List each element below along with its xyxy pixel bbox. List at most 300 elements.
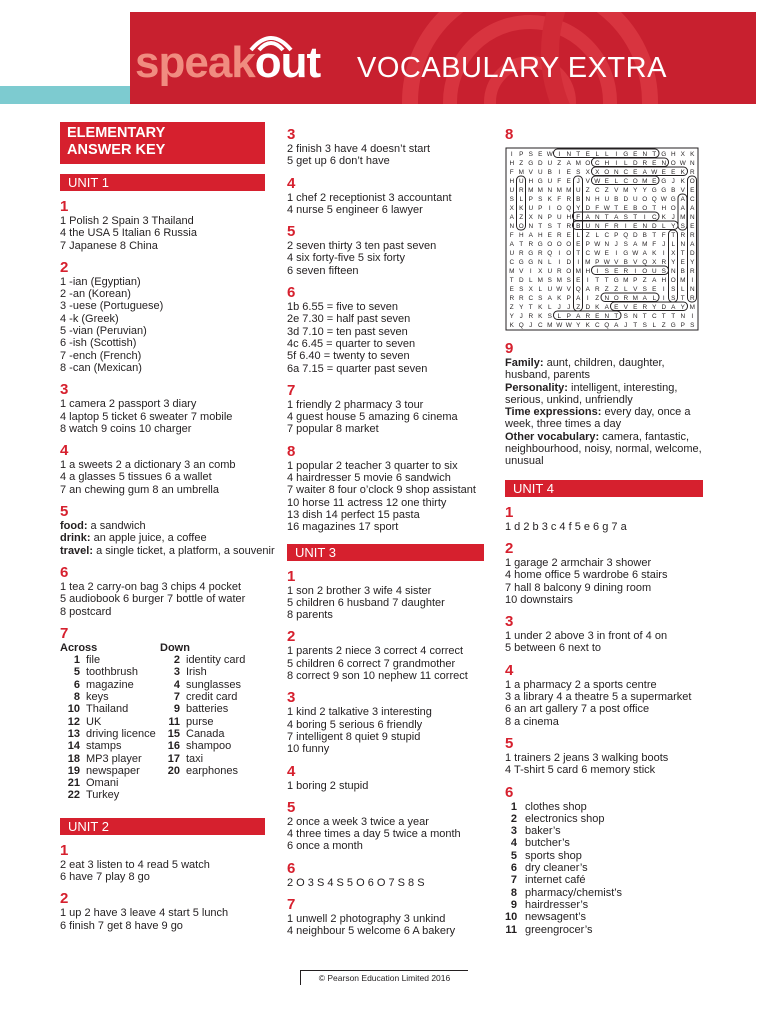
grid-letter: E [623,205,628,213]
clue-number: 8 [73,691,80,704]
grid-letter: M [680,214,686,222]
signal-waves-icon [243,30,299,52]
grid-letter: K [538,304,543,312]
exercise-number: 6 [505,783,514,801]
grid-letter: P [566,295,571,303]
exercise-number: 1 [287,567,296,585]
grid-letter: S [528,151,533,159]
clue-number: 18 [67,752,80,765]
grid-letter: I [577,259,580,267]
answer-line: 4 laptop 5 ticket 6 sweater 7 mobile [60,410,233,423]
grid-letter: F [595,205,600,213]
grid-letter: V [528,169,533,177]
answer-line: 4 neighbour 5 welcome 6 A bakery [287,925,456,938]
answer-line: 1 up 2 have 3 leave 4 start 5 lunch [60,907,229,920]
item-text: greengrocer’s [525,923,593,936]
clue-number: 20 [167,764,180,777]
exercise-number: 1 [60,198,69,215]
exercise-number: 3 [505,613,514,631]
crossword-answer-row [160,654,260,666]
grid-letter: Q [518,322,524,330]
grid-letter: F [509,232,514,240]
grid-letter: R [509,295,515,303]
grid-letter: U [547,160,553,168]
grid-letter: B [642,232,647,240]
item-text: sports shop [525,849,582,862]
grid-letter: G [670,196,676,204]
clue-number: 2 [173,654,180,667]
grid-letter: B [614,196,619,204]
grid-letter: R [642,160,648,168]
grid-letter: T [671,232,676,240]
answer-line: 7 an chewing gum 8 an umbrella [60,483,219,496]
answer-line: 1 Polish 2 Spain 3 Thailand [60,215,194,227]
exercise-number: 4 [287,174,296,192]
item-text: dry cleaner’s [525,862,588,875]
crossword-answer-row [60,753,160,765]
grid-letter: D [661,304,667,312]
grid-letter: O [642,268,648,276]
grid-letter: Z [604,187,609,195]
grid-letter: P [595,259,600,267]
clue-answer: MP3 player [86,752,142,765]
grid-letter: H [594,196,600,204]
answer-line: 1b 6.55 = five to seven [287,301,398,314]
grid-letter: L [595,151,600,159]
answer-line: 4 guest house 5 amazing 6 cinema [287,411,458,424]
grid-letter: D [689,250,695,258]
exercise-number: 1 [60,841,69,859]
exercise-number: 4 [505,661,514,679]
clue-answer: keys [86,691,109,704]
grid-letter: Q [566,205,572,213]
answer-line: 10 downstairs [505,593,573,606]
grid-letter: Z [585,187,590,195]
grid-letter: M [528,187,534,195]
grid-letter: N [689,286,695,294]
grid-letter: A [509,241,514,249]
grid-letter: E [614,268,619,276]
list-item [505,862,705,874]
answer-line: 7 popular 8 market [287,423,379,436]
grid-letter: J [557,304,561,312]
answer-line: 6 finish 7 get 8 have 9 go [60,919,183,932]
grid-letter: T [661,313,666,321]
clue-number: 3 [173,666,180,679]
grid-letter: R [518,295,524,303]
answer-line: 4 three times a day 5 twice a month [287,828,461,841]
grid-letter: Y [633,187,638,195]
grid-letter: K [680,178,685,186]
grid-letter: F [604,223,609,231]
grid-letter: O [547,241,553,249]
clue-number: 9 [173,703,180,716]
grid-letter: Y [642,187,647,195]
grid-letter: E [566,169,571,177]
grid-letter: R [689,169,695,177]
grid-letter: S [576,169,581,177]
grid-letter: L [557,313,562,321]
grid-letter: E [595,313,600,321]
grid-letter: U [528,205,534,213]
grid-letter: M [632,295,638,303]
grid-letter: R [689,295,695,303]
item-number: 6 [510,862,517,875]
grid-letter: A [509,214,514,222]
item-number: 5 [510,849,517,862]
grid-letter: F [652,241,657,249]
grid-letter: N [604,295,610,303]
grid-letter: O [556,241,562,249]
grid-letter: F [557,178,562,186]
answer-line: 6 seven fifteen [287,264,359,277]
grid-letter: R [661,259,667,267]
exercise-number: 6 [60,563,69,581]
grid-letter: B [671,187,676,195]
grid-letter: U [547,268,553,276]
grid-letter: S [671,295,676,303]
clue-number: 1 [73,654,80,667]
clue-answer: Canada [186,727,225,740]
exercise-number: 5 [287,223,296,241]
grid-letter: W [679,160,686,168]
grid-letter: T [538,223,543,231]
grid-letter: F [661,232,666,240]
exercise-number: 3 [287,689,296,707]
crossword-answer-row [160,728,260,740]
clue-answer: newspaper [86,764,140,777]
grid-letter: F [509,169,514,177]
grid-letter: I [634,268,637,276]
grid-letter: E [585,151,590,159]
found-word-highlight [592,158,669,167]
exercise-number: 8 [505,126,514,143]
exercise-number: 8 [287,442,296,460]
grid-letter: W [603,205,610,213]
grid-letter: I [558,169,561,177]
exercise-number: 7 [60,624,69,642]
grid-letter: Y [652,304,657,312]
grid-letter: N [509,223,515,231]
grid-letter: T [680,295,685,303]
grid-letter: E [509,286,514,294]
grid-letter: M [556,277,562,285]
column-2 [287,122,487,938]
list-item [505,850,705,862]
clue-number: 22 [67,789,80,802]
grid-letter: A [604,304,609,312]
item-number: 8 [510,886,517,899]
crossword-answer-row [60,679,160,691]
grid-letter: K [680,169,685,177]
answer-line: 10 funny [287,743,330,756]
clue-number: 21 [67,777,80,790]
grid-letter: G [661,178,667,186]
grid-letter: H [509,160,515,168]
grid-letter: S [642,322,647,330]
grid-letter: T [614,313,619,321]
grid-letter: M [642,178,648,186]
answer-line: 1 unwell 2 photography 3 unkind [287,912,446,925]
grid-letter: R [566,223,572,231]
grid-letter: Z [614,286,619,294]
grid-letter: D [632,232,638,240]
grid-letter: A [576,295,581,303]
grid-letter: P [528,196,533,204]
grid-letter: S [604,268,609,276]
answer-line: travel: a single ticket, a platform, a souvenir [60,544,275,557]
grid-letter: R [566,196,572,204]
grid-letter: T [614,205,619,213]
item-number: 7 [510,874,517,887]
grid-letter: S [547,223,552,231]
clue-answer: driving licence [86,727,156,740]
grid-letter: R [585,313,591,321]
grid-letter: A [614,214,619,222]
grid-letter: Q [547,250,553,258]
grid-letter: I [691,313,694,321]
grid-letter: G [623,151,629,159]
grid-letter: Q [642,259,648,267]
answer-line: 5 between 6 next to [505,642,602,655]
list-item [505,874,705,886]
grid-letter: E [652,178,657,186]
grid-letter: I [615,160,618,168]
grid-letter: A [680,205,685,213]
grid-letter: Y [671,259,676,267]
grid-letter: W [565,322,572,330]
crossword-answer-row [60,789,160,801]
grid-letter: X [509,205,514,213]
grid-letter: O [632,178,638,186]
grid-letter: N [642,223,648,231]
clue-answer: UK [86,715,102,728]
grid-letter: I [529,268,532,276]
crossword-answer-row [160,666,260,678]
page-title: VOCABULARY EXTRA [357,52,667,84]
answer-line: 8 watch 9 coins 10 charger [60,422,192,435]
found-word-highlight [611,302,688,311]
grid-letter: T [642,313,647,321]
grid-letter: E [566,232,571,240]
grid-letter: P [566,313,571,321]
grid-letter: D [632,160,638,168]
clue-number: 5 [73,666,80,679]
answer-line: 1 chef 2 receptionist 3 accountant [287,191,452,204]
answer-line: 4 the USA 5 Italian 6 Russia [60,227,197,240]
grid-letter: A [585,214,590,222]
grid-letter: N [661,160,667,168]
clue-answer: batteries [186,703,229,716]
grid-letter: M [623,187,629,195]
answer-line: 5 children 6 correct 7 grandmother [287,657,456,670]
speakout-logo: speakout [135,38,321,87]
grid-letter: C [651,214,657,222]
grid-letter: E [633,304,638,312]
answer-line: 7 hall 8 balcony 9 dining room [505,581,652,594]
answer-line: 6 -ish (Scottish) [60,337,137,350]
grid-letter: F [576,214,581,222]
clue-answer: toothbrush [86,666,138,679]
answer-line: food: a sandwich [60,520,146,533]
crossword-answer-row [60,777,160,789]
exercise-number: 2 [287,628,296,646]
crossword-answer-row [60,765,160,777]
item-text: clothes shop [525,800,587,813]
answer-line: 1 a pharmacy 2 a sports centre [505,678,657,691]
grid-letter: T [576,151,581,159]
answer-line: 2 eat 3 listen to 4 read 5 watch [60,858,210,871]
grid-letter: H [566,214,572,222]
grid-letter: I [615,250,618,258]
answer-line: 4 a glasses 5 tissues 6 a wallet [60,471,212,484]
grid-letter: C [623,178,629,186]
grid-letter: O [585,160,591,168]
grid-letter: Z [576,304,581,312]
grid-letter: C [594,322,600,330]
grid-letter: M [642,241,648,249]
answer-line: 1 boring 2 stupid [287,779,369,792]
answer-line: 8 correct 9 son 10 nephew 11 correct [287,670,468,683]
answer-line: 8 postcard [60,605,112,618]
grid-letter: D [518,277,524,285]
exercise-number: 7 [287,895,296,913]
grid-letter: U [547,178,553,186]
exercise-number: 5 [287,798,296,816]
clue-answer: stamps [86,740,122,753]
grid-letter: M [537,277,543,285]
crossword-answer-row [160,691,260,703]
grid-letter: A [690,205,695,213]
page-header [0,0,768,105]
grid-letter: Y [680,304,685,312]
grid-letter: C [594,187,600,195]
grid-letter: J [567,304,571,312]
grid-letter: O [642,196,648,204]
grid-letter: P [585,241,590,249]
item-text: newsagent’s [525,911,586,924]
grid-letter: N [680,313,686,321]
grid-letter: B [680,268,685,276]
grid-letter: J [662,241,666,249]
grid-letter: V [519,268,524,276]
grid-letter: W [556,322,563,330]
answer-line: 5 get up 6 don’t have [287,155,390,168]
grid-letter: G [670,322,676,330]
clue-answer: earphones [186,764,238,777]
grid-letter: U [575,187,581,195]
crossword-answer-row [60,728,160,740]
answer-line: 1 under 2 above 3 in front of 4 on [505,630,668,643]
grid-letter: T [576,250,581,258]
grid-letter: C [509,259,515,267]
grid-letter: C [537,322,543,330]
grid-letter: L [547,304,552,312]
answer-line: 6a 7.15 = quarter past seven [287,362,428,375]
grid-letter: B [547,169,552,177]
grid-letter: O [613,295,619,303]
clue-answer: file [86,654,101,667]
grid-letter: J [614,241,618,249]
answer-line: 3d 7.10 = ten past seven [287,325,408,338]
answer-line: 1 kind 2 talkative 3 interesting [287,706,432,719]
grid-letter: L [595,232,600,240]
grid-letter: D [537,160,543,168]
grid-letter: O [566,241,572,249]
grid-letter: Z [585,232,590,240]
grid-letter: U [547,286,553,294]
grid-letter: W [632,250,639,258]
grid-letter: U [585,223,591,231]
grid-letter: X [528,214,533,222]
grid-letter: Z [642,277,647,285]
grid-letter: I [586,277,589,285]
grid-letter: U [509,250,515,258]
grid-letter: W [556,286,563,294]
grid-letter: S [538,295,543,303]
clue-number: 10 [67,703,80,716]
grid-letter: L [604,151,609,159]
grid-letter: K [690,151,695,159]
grid-letter: S [623,241,628,249]
grid-letter: L [652,322,657,330]
grid-letter: N [537,259,543,267]
grid-letter: J [624,322,628,330]
exercise-number: 3 [60,381,69,399]
grid-letter: I [624,223,627,231]
grid-letter: E [690,187,695,195]
exercise-number: 1 [505,503,514,521]
answer-line: 5 children 6 husband 7 daughter [287,596,445,609]
grid-letter: W [660,196,667,204]
grid-letter: N [680,241,686,249]
grid-letter: X [680,151,685,159]
answer-line: 8 -can (Mexican) [60,361,142,374]
grid-letter: I [596,268,599,276]
grid-letter: M [566,187,572,195]
grid-letter: T [595,277,600,285]
grid-letter: C [594,160,600,168]
answer-line: 4 hairdresser 5 movie 6 sandwich [287,472,451,485]
grid-letter: S [690,322,695,330]
grid-letter: P [633,277,638,285]
grid-letter: W [546,151,553,159]
clue-answer: Thailand [86,703,129,716]
grid-letter: H [518,232,524,240]
column-3 [505,122,705,936]
answer-line: 1 popular 2 teacher 3 quarter to six [287,459,458,472]
grid-letter: K [547,196,552,204]
crossword-answer-row [160,740,260,752]
answer-line: 1 -ian (Egyptian) [60,275,141,288]
list-item [505,899,705,911]
answer-line: 5f 6.40 = twenty to seven [287,350,410,363]
exercise-number: 3 [287,126,296,143]
item-number: 9 [510,898,517,911]
list-item [505,837,705,849]
grid-letter: E [566,178,571,186]
grid-letter: N [585,196,591,204]
grid-letter: Z [595,295,600,303]
grid-letter: L [538,286,543,294]
grid-letter: T [671,313,676,321]
grid-letter: J [671,214,675,222]
grid-letter: K [538,313,543,321]
grid-letter: N [537,214,543,222]
item-number: 3 [510,825,517,838]
grid-letter: R [537,250,543,258]
answer-line: 4 T-shirt 5 card 6 memory stick [505,764,656,777]
